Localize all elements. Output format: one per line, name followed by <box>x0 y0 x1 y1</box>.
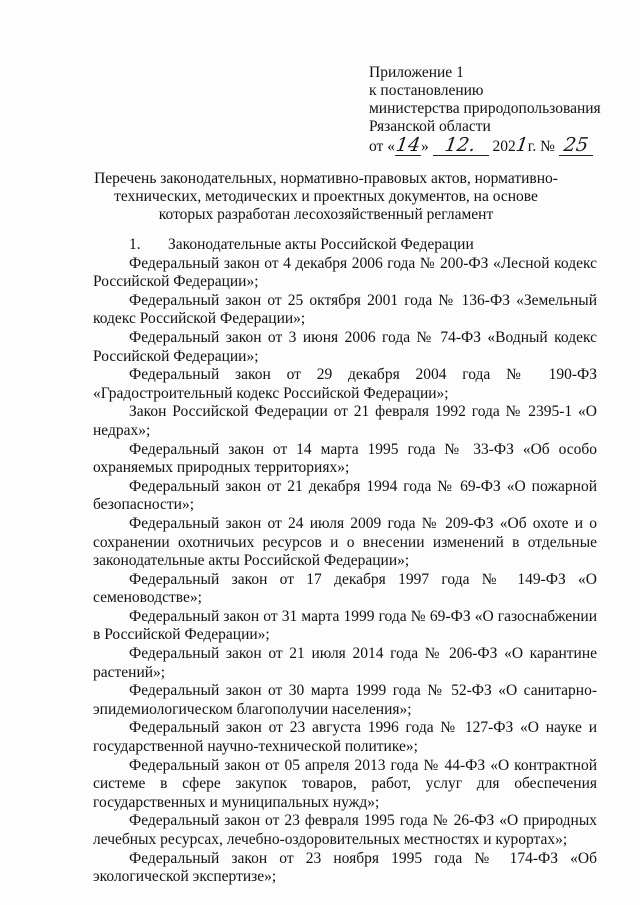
date-month-handwritten: 12. <box>443 134 478 156</box>
document-number-field <box>559 134 593 156</box>
section-title-text: Законодательные акты Российской Федерации <box>168 236 474 253</box>
law-item: Федеральный закон от 25 октября 2001 года № 136-ФЗ «Земельный кодекс Российской Федерации»; <box>93 291 597 328</box>
law-item: Федеральный закон от 21 декабря 1994 года № 69-ФЗ «О пожарной безопасности»; <box>93 477 597 514</box>
law-item: Федеральный закон от 31 марта 1999 года № 69-ФЗ «О газоснабжении в Российской Федерации»; <box>93 607 597 644</box>
document-body <box>93 236 597 887</box>
appendix-title: Приложение 1 <box>369 64 464 81</box>
date-day-handwritten: 14 <box>394 134 422 156</box>
law-item: Федеральный закон от 17 декабря 1997 года № 149-ФЗ «О семеноводстве»; <box>93 570 597 607</box>
law-item: Федеральный закон от 05 апреля 2013 года № 44-ФЗ «О контрактной системе в сфере закупок товаров, работ, услуг для обеспечения государственных и муниципальных нужд»; <box>93 756 597 811</box>
appendix-ministry: министерства природопользования <box>369 100 601 117</box>
date-month-field <box>433 134 489 156</box>
law-item: Федеральный закон от 3 июня 2006 года № 74-ФЗ «Водный кодекс Российской Федерации»; <box>93 328 597 365</box>
date-year-handwritten: 1 <box>514 134 530 156</box>
document-heading: Перечень законодательных, нормативно-правовых актов, нормативно-технических, методических и проектных документов, на основе которых разработан лесохозяйственный регламент <box>94 170 558 223</box>
law-item: Федеральный закон от 23 августа 1996 года № 127-ФЗ «О науке и государственной научно-технической политике»; <box>93 719 597 756</box>
law-item: Федеральный закон от 24 июля 2009 года № 209-ФЗ «Об охоте и о сохранении охотничьих ресурсов и о внесении изменений в отдельные законодательные акты Российской Федерации»; <box>93 514 597 570</box>
document-number-handwritten: 25 <box>562 134 590 156</box>
law-item: Федеральный закон от 4 декабря 2006 года № 200-ФЗ «Лесной кодекс Российской Федерации»; <box>93 254 597 291</box>
appendix-reference: к постановлению <box>369 82 484 99</box>
appendix-region: Рязанской области <box>369 118 491 135</box>
section-number: 1. <box>129 236 141 253</box>
law-item: Федеральный закон от 14 марта 1995 года № 33-ФЗ «Об особо охраняемых природных территориях»; <box>93 440 597 477</box>
law-item: Федеральный закон от 23 ноября 1995 года № 174-ФЗ «Об экологической экспертизе»; <box>93 849 597 886</box>
law-item: Федеральный закон от 29 декабря 2004 года № 190-ФЗ «Градостроительный кодекс Российской Федерации»; <box>93 366 597 402</box>
date-number-label: г. № <box>527 138 555 155</box>
section-title <box>93 236 597 255</box>
law-item: Федеральный закон от 30 марта 1999 года № 52-ФЗ «О санитарно-эпидемиологическом благополучии населения»; <box>93 682 597 718</box>
date-mid: » <box>420 138 429 155</box>
law-item: Федеральный закон от 23 февраля 1995 года № 26-ФЗ «О природных лечебных ресурсах, лечебно-оздоровительных местностях и курортах»; <box>93 812 597 848</box>
date-day-field <box>394 134 422 156</box>
law-item: Федеральный закон от 21 июля 2014 года № 206-ФЗ «О карантине растений»; <box>93 645 597 681</box>
date-year-prefix: 202 <box>492 138 516 155</box>
law-item: Закон Российской Федерации от 21 февраля 1992 года № 2395-1 «О недрах»; <box>93 403 597 439</box>
appendix-block <box>369 64 629 156</box>
appendix-date-line <box>369 136 629 156</box>
date-prefix: от « <box>369 138 395 155</box>
